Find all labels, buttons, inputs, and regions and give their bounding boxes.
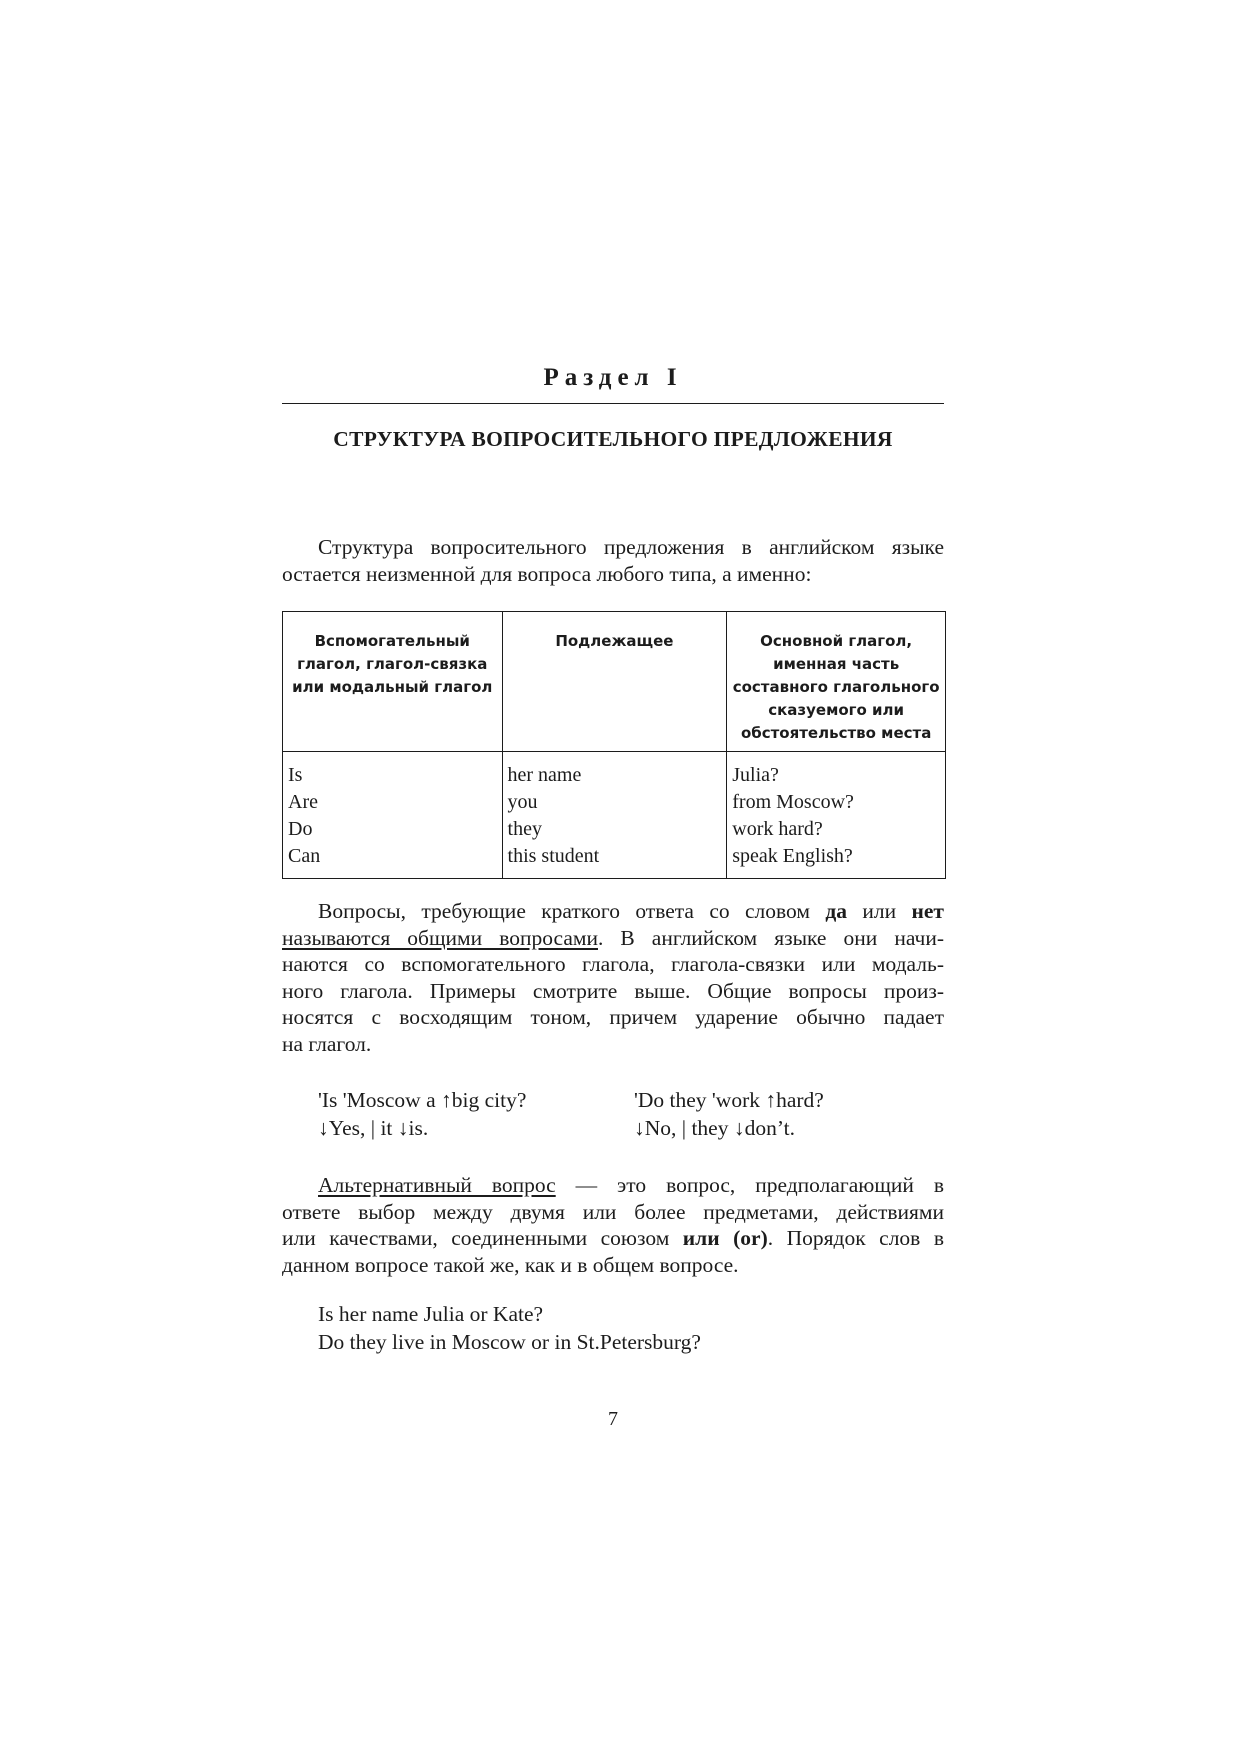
gq-line-6: на глагол. xyxy=(282,1031,372,1056)
example-answer: ↓No, | they ↓don’t. xyxy=(634,1116,795,1140)
aq-conjunction: или (or) xyxy=(682,1226,768,1250)
chapter-title: СТРУКТУРА ВОПРОСИТЕЛЬНОГО ПРЕДЛОЖЕНИЯ xyxy=(333,427,893,451)
subject-cell: this student xyxy=(507,845,600,867)
gq-line-5: носятся с восходящим тоном, причем ударение обычно падает xyxy=(282,1005,944,1029)
intro-line-2: остается неизменной для вопроса любого типа, а именно: xyxy=(282,561,812,586)
table-header-row xyxy=(283,612,946,752)
auxiliary-cell: Is xyxy=(288,764,303,786)
section-heading: Раздел I xyxy=(543,364,683,391)
predicate-column xyxy=(727,752,946,879)
intonation-example-right xyxy=(634,1086,824,1142)
aq-line-2: ответе выбор между двумя или более предметами, действиями xyxy=(282,1199,944,1224)
alternative-example: Is her name Julia or Kate? xyxy=(318,1302,544,1326)
gq-line-4: ного глагола. Примеры смотрите выше. Общие вопросы произ- xyxy=(282,978,944,1003)
alternative-questions-paragraph xyxy=(282,1172,944,1278)
example-question: 'Is 'Moscow a ↑big city? xyxy=(318,1088,527,1112)
gq-yes: да xyxy=(825,899,847,923)
subject-cell: you xyxy=(507,791,538,813)
header-predicate: Основной глагол, именная часть составного глагольного сказуемого или обстоятельство места xyxy=(727,612,946,752)
auxiliary-cell: Are xyxy=(288,791,318,813)
aq-line-1 xyxy=(282,1172,944,1199)
aq-line-4: данном вопросе такой же, как и в общем вопросе. xyxy=(282,1252,739,1277)
predicate-cell: from Moscow? xyxy=(732,791,854,813)
example-answer: ↓Yes, | it ↓is. xyxy=(318,1116,429,1140)
example-question: 'Do they 'work ↑hard? xyxy=(634,1088,824,1112)
aq-line-3-start: или качествами, соединенными союзом xyxy=(282,1226,683,1250)
aq-line-3-end: . Порядок слов в xyxy=(767,1226,944,1250)
aq-term-underlined: Альтернативный вопрос xyxy=(318,1173,556,1197)
auxiliary-cell: Do xyxy=(288,818,313,840)
auxiliary-cell: Can xyxy=(288,845,321,867)
table-row xyxy=(283,752,946,879)
intro-line-1: Структура вопросительного предложения в английском языке xyxy=(318,535,944,559)
subject-cell: her name xyxy=(507,764,582,786)
gq-text: Вопросы, требующие краткого ответа со словом xyxy=(318,899,826,923)
auxiliary-column xyxy=(283,752,503,879)
section-divider xyxy=(282,403,944,404)
gq-line-2 xyxy=(282,925,944,952)
gq-term-underlined: называются общими вопросами xyxy=(282,925,598,950)
gq-or: или xyxy=(847,899,912,923)
aq-line-1-rest: — это вопрос, предполагающий в xyxy=(555,1173,944,1197)
alternative-examples xyxy=(318,1300,701,1356)
predicate-cell: work hard? xyxy=(732,818,823,840)
alternative-example: Do they live in Moscow or in St.Petersburg? xyxy=(318,1330,701,1354)
intro-paragraph xyxy=(282,534,944,587)
aq-line-3 xyxy=(282,1225,944,1252)
gq-line-2-rest: . В английском языке они начи- xyxy=(597,925,944,950)
page-number: 7 xyxy=(608,1408,618,1430)
gq-no: нет xyxy=(911,899,944,923)
header-subject: Подлежащее xyxy=(502,612,727,752)
intonation-example-left xyxy=(318,1086,526,1142)
gq-line-1 xyxy=(282,898,944,925)
predicate-cell: Julia? xyxy=(732,764,779,786)
subject-column xyxy=(502,752,727,879)
question-structure-table xyxy=(282,611,946,879)
header-auxiliary: Вспомогательный глагол, глагол-связка или модальный глагол xyxy=(283,612,503,752)
gq-line-3: наются со вспомогательного глагола, глагола-связки или модаль- xyxy=(282,952,944,976)
general-questions-paragraph xyxy=(282,898,944,1057)
predicate-cell: speak English? xyxy=(732,845,853,867)
subject-cell: they xyxy=(507,818,542,840)
